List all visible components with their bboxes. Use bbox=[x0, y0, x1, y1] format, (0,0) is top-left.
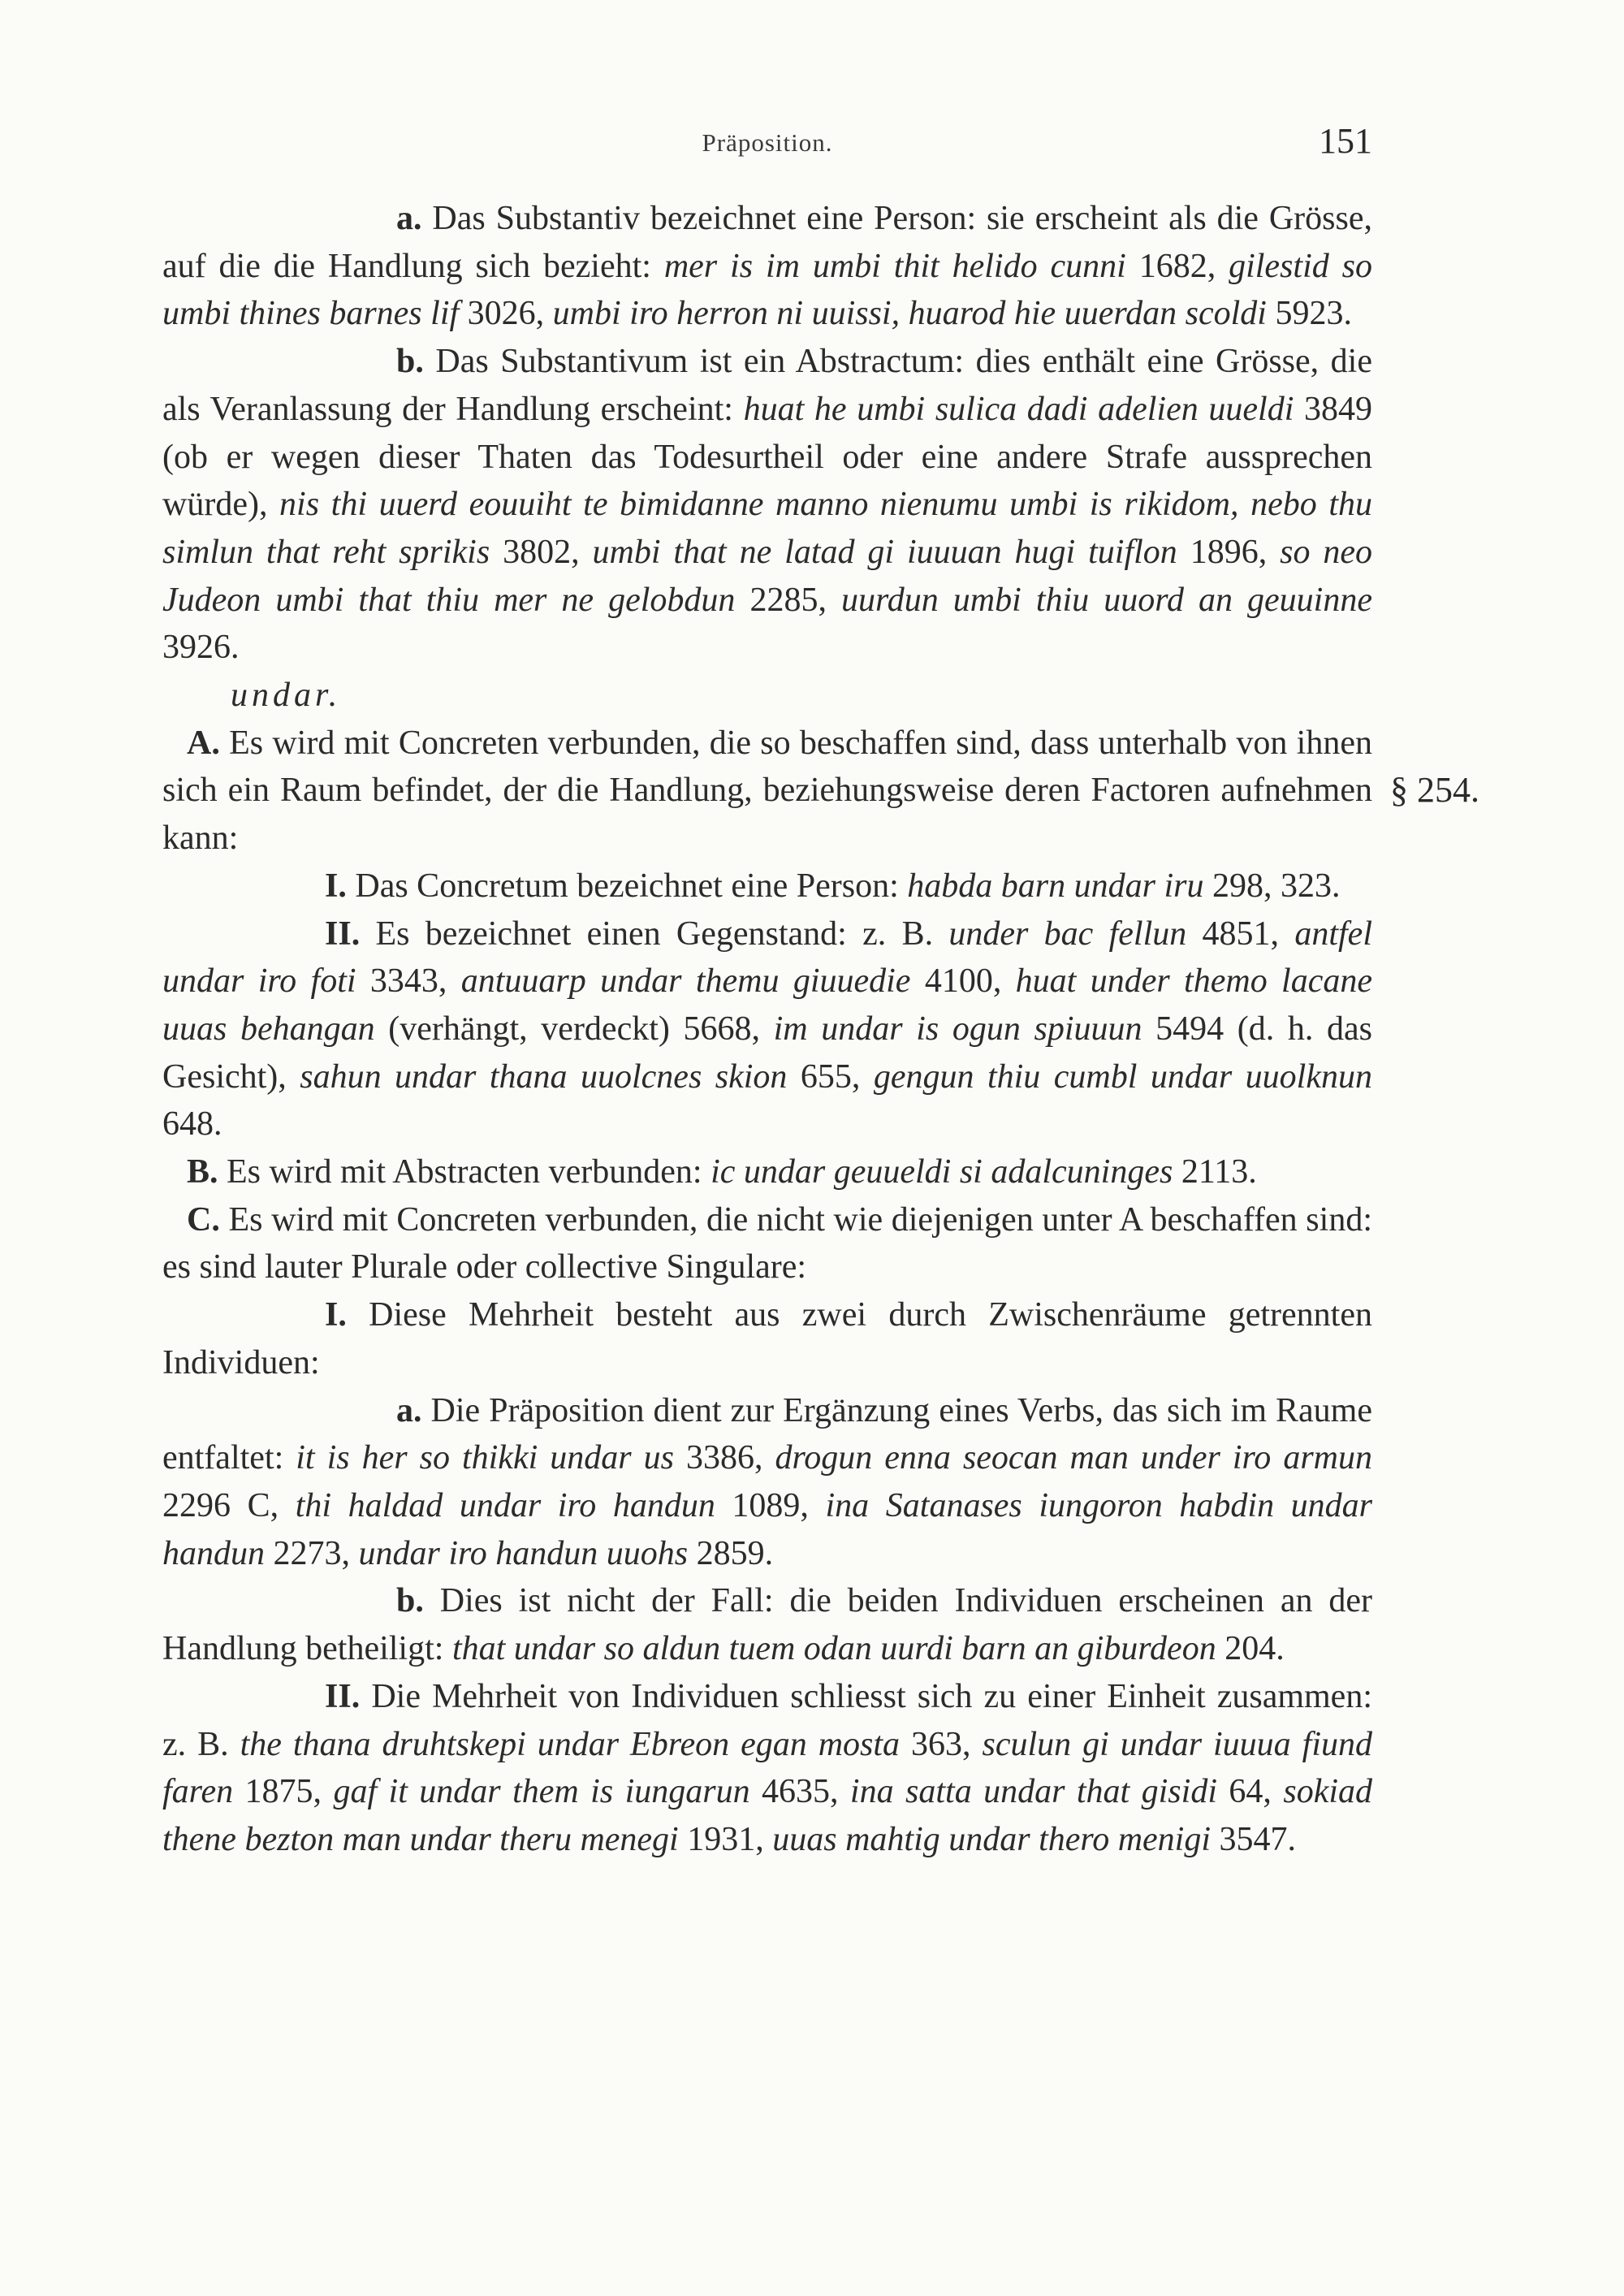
section-label: b. bbox=[396, 343, 424, 381]
paragraph-p_a1 bbox=[162, 195, 1372, 338]
body-text-run: 64, bbox=[1217, 1773, 1284, 1811]
example-quote: mer is im umbi thit helido cunni bbox=[663, 247, 1126, 285]
body-text-run: 1896, bbox=[1177, 533, 1281, 571]
body-text-run: Das Substantiv bezeichnet eine Person: sie erscheint als die Grösse, auf die die Handlung sich bezieht: bbox=[162, 200, 1372, 285]
body-text-run: 2113. bbox=[1173, 1153, 1257, 1191]
body-text-run: 204. bbox=[1216, 1630, 1285, 1668]
page-number: 151 bbox=[1319, 121, 1372, 161]
body-text-run: Es wird mit Abstracten verbunden: bbox=[218, 1153, 711, 1191]
paragraph-p_b1 bbox=[162, 338, 1372, 672]
body-text-run: Dies ist nicht der Fall: die beiden Individuen erscheinen an der Handlung betheiligt: bbox=[162, 1582, 1372, 1668]
paragraph-p_B bbox=[162, 1148, 1372, 1196]
example-quote: gilestid so umbi thines barnes lif bbox=[162, 247, 1372, 333]
body-text-run: 3802, bbox=[490, 533, 593, 571]
example-quote: umbi that ne latad gi iuuuan hugi tuiflon bbox=[592, 533, 1177, 571]
example-quote: huat under themo lacane uuas behangan bbox=[162, 962, 1372, 1048]
body-text-run: 4635, bbox=[749, 1773, 850, 1811]
body-text-run: 1089, bbox=[715, 1486, 826, 1524]
body-text-run: 363, bbox=[900, 1725, 983, 1763]
body-text-run: Die Präposition dient zur Ergänzung eines Verbs, das sich im Raume entfaltet: bbox=[162, 1391, 1372, 1477]
body-text bbox=[162, 195, 1372, 1864]
paragraph-p_b2 bbox=[162, 1577, 1372, 1672]
example-quote: gaf it undar them is iungarun bbox=[333, 1773, 750, 1811]
paragraph-p_undar bbox=[162, 672, 1372, 720]
example-quote: under bac fellun bbox=[948, 915, 1187, 953]
body-text-run: Das Substantivum ist ein Abstractum: dies enthält eine Grösse, die als Veranlassung der Handlung erscheint: bbox=[162, 343, 1372, 428]
example-quote: nis thi uuerd eouuiht te bimidanne manno nienumu umbi is rikidom, nebo thu simlun that reht sprikis bbox=[162, 486, 1372, 571]
body-text-run: (verhängt, verdeckt) 5668, bbox=[374, 1010, 774, 1048]
example-quote: huat he umbi sulica dadi adelien uueldi bbox=[743, 390, 1294, 428]
example-quote: sahun undar thana uuolcnes skion bbox=[300, 1057, 788, 1096]
example-quote: the thana druhtskepi undar Ebreon egan mosta bbox=[240, 1725, 901, 1763]
body-text-run: 648. bbox=[162, 1105, 222, 1144]
example-quote: sculun gi undar iuuua fiund faren bbox=[162, 1725, 1372, 1811]
body-text-run: 5494 (d. h. das Gesicht), bbox=[162, 1010, 1372, 1096]
example-quote: ina satta undar that gisidi bbox=[849, 1773, 1217, 1811]
paragraph-p_AII bbox=[162, 910, 1372, 1149]
example-quote: thi haldad undar iro handun bbox=[295, 1486, 715, 1524]
example-quote: uurdun umbi thiu uuord an geuuinne bbox=[840, 581, 1372, 619]
example-quote: sokiad thene bezton man undar theru menegi bbox=[162, 1773, 1372, 1858]
section-label: II. bbox=[325, 915, 361, 953]
example-quote: ic undar geuueldi si adalcuninges bbox=[710, 1153, 1173, 1191]
body-text-run: Das Concretum bezeichnet eine Person: bbox=[346, 867, 908, 905]
body-text-run: Es wird mit Concreten verbunden, die so beschaffen sind, dass unterhalb von ihnen sich ein Raum befindet, der die Handlung, beziehungsweise deren Factoren aufnehmen kann: bbox=[162, 724, 1372, 858]
paragraph-p_A bbox=[162, 720, 1372, 863]
body-text-run: Es bezeichnet einen Gegenstand: z. B. bbox=[360, 915, 949, 953]
body-text-run: 4851, bbox=[1186, 915, 1295, 953]
body-text-run: Es wird mit Concreten verbunden, die nicht wie diejenigen unter A beschaffen sind: es sind lauter Plurale oder collective Singulare: bbox=[162, 1200, 1372, 1286]
example-quote: umbi iro herron ni uuissi, huarod hie uuerdan scoldi bbox=[552, 295, 1267, 333]
body-text-run: 3026, bbox=[459, 295, 553, 333]
example-quote: im undar is ogun spiuuun bbox=[773, 1010, 1142, 1048]
example-quote: drogun enna seocan man under iro armun bbox=[775, 1439, 1372, 1477]
body-text-run: 3547. bbox=[1211, 1820, 1296, 1858]
body-text-run: 3343, bbox=[356, 962, 461, 1001]
example-quote: that undar so aldun tuem odan uurdi barn an giburdeon bbox=[451, 1630, 1216, 1668]
section-number: § 254. bbox=[1390, 770, 1479, 810]
section-label: I. bbox=[325, 1296, 347, 1334]
example-quote: antfel undar iro foti bbox=[162, 915, 1372, 1001]
body-text-run: Diese Mehrheit besteht aus zwei durch Zwischenräume getrennten Individuen: bbox=[162, 1296, 1372, 1381]
body-text-run: 2273, bbox=[265, 1534, 359, 1572]
example-quote: undar iro handun uuohs bbox=[358, 1534, 689, 1572]
body-text-run: 5923. bbox=[1266, 295, 1352, 333]
paragraph-p_a2 bbox=[162, 1387, 1372, 1578]
paragraph-p_CII bbox=[162, 1673, 1372, 1864]
section-label: B. bbox=[187, 1153, 218, 1191]
section-label: II. bbox=[325, 1677, 361, 1715]
body-text-run: 2296 C, bbox=[162, 1486, 296, 1524]
body-text-run: Die Mehrheit von Individuen schliesst sich zu einer Einheit zusammen: z. B. bbox=[162, 1677, 1372, 1763]
body-text-run: 3926. bbox=[162, 629, 240, 667]
body-text-run: 655, bbox=[787, 1057, 874, 1096]
body-text-run: 1682, bbox=[1125, 247, 1229, 285]
body-text-run: 2859. bbox=[688, 1534, 774, 1572]
lemma-heading: undar. bbox=[231, 677, 342, 715]
example-quote: it is her so thikki undar us bbox=[296, 1439, 674, 1477]
body-text-run: 1875, bbox=[233, 1773, 334, 1811]
paragraph-p_C bbox=[162, 1196, 1372, 1291]
running-title: Präposition. bbox=[702, 128, 833, 157]
body-text-run: 3849 (ob er wegen dieser Thaten das Todesurtheil oder eine andere Strafe aussprechen würde), bbox=[162, 390, 1373, 524]
body-text-run: 298, 323. bbox=[1203, 867, 1341, 905]
body-text-run: 4100, bbox=[910, 962, 1016, 1001]
paragraph-p_CI bbox=[162, 1291, 1372, 1386]
section-label: C. bbox=[187, 1200, 220, 1239]
paragraph-p_AI bbox=[162, 863, 1372, 910]
section-label: a. bbox=[396, 1391, 422, 1429]
section-label: a. bbox=[396, 200, 422, 237]
example-quote: habda barn undar iru bbox=[907, 867, 1204, 905]
section-label: b. bbox=[396, 1582, 424, 1620]
body-text-run: 1931, bbox=[678, 1820, 773, 1858]
body-text-run: 3386, bbox=[673, 1439, 775, 1477]
section-label: A. bbox=[187, 724, 220, 762]
example-quote: ina Satanases iungoron habdin undar handun bbox=[162, 1486, 1372, 1572]
example-quote: uuas mahtig undar thero menigi bbox=[772, 1820, 1211, 1858]
page-header bbox=[162, 120, 1372, 169]
section-label: I. bbox=[325, 867, 347, 905]
body-text-run: 2285, bbox=[735, 581, 841, 619]
example-quote: antuuarp undar themu giuuedie bbox=[460, 962, 911, 1001]
example-quote: gengun thiu cumbl undar uuolknun bbox=[873, 1057, 1372, 1096]
example-quote: so neo Judeon umbi that thiu mer ne gelobdun bbox=[162, 533, 1373, 619]
